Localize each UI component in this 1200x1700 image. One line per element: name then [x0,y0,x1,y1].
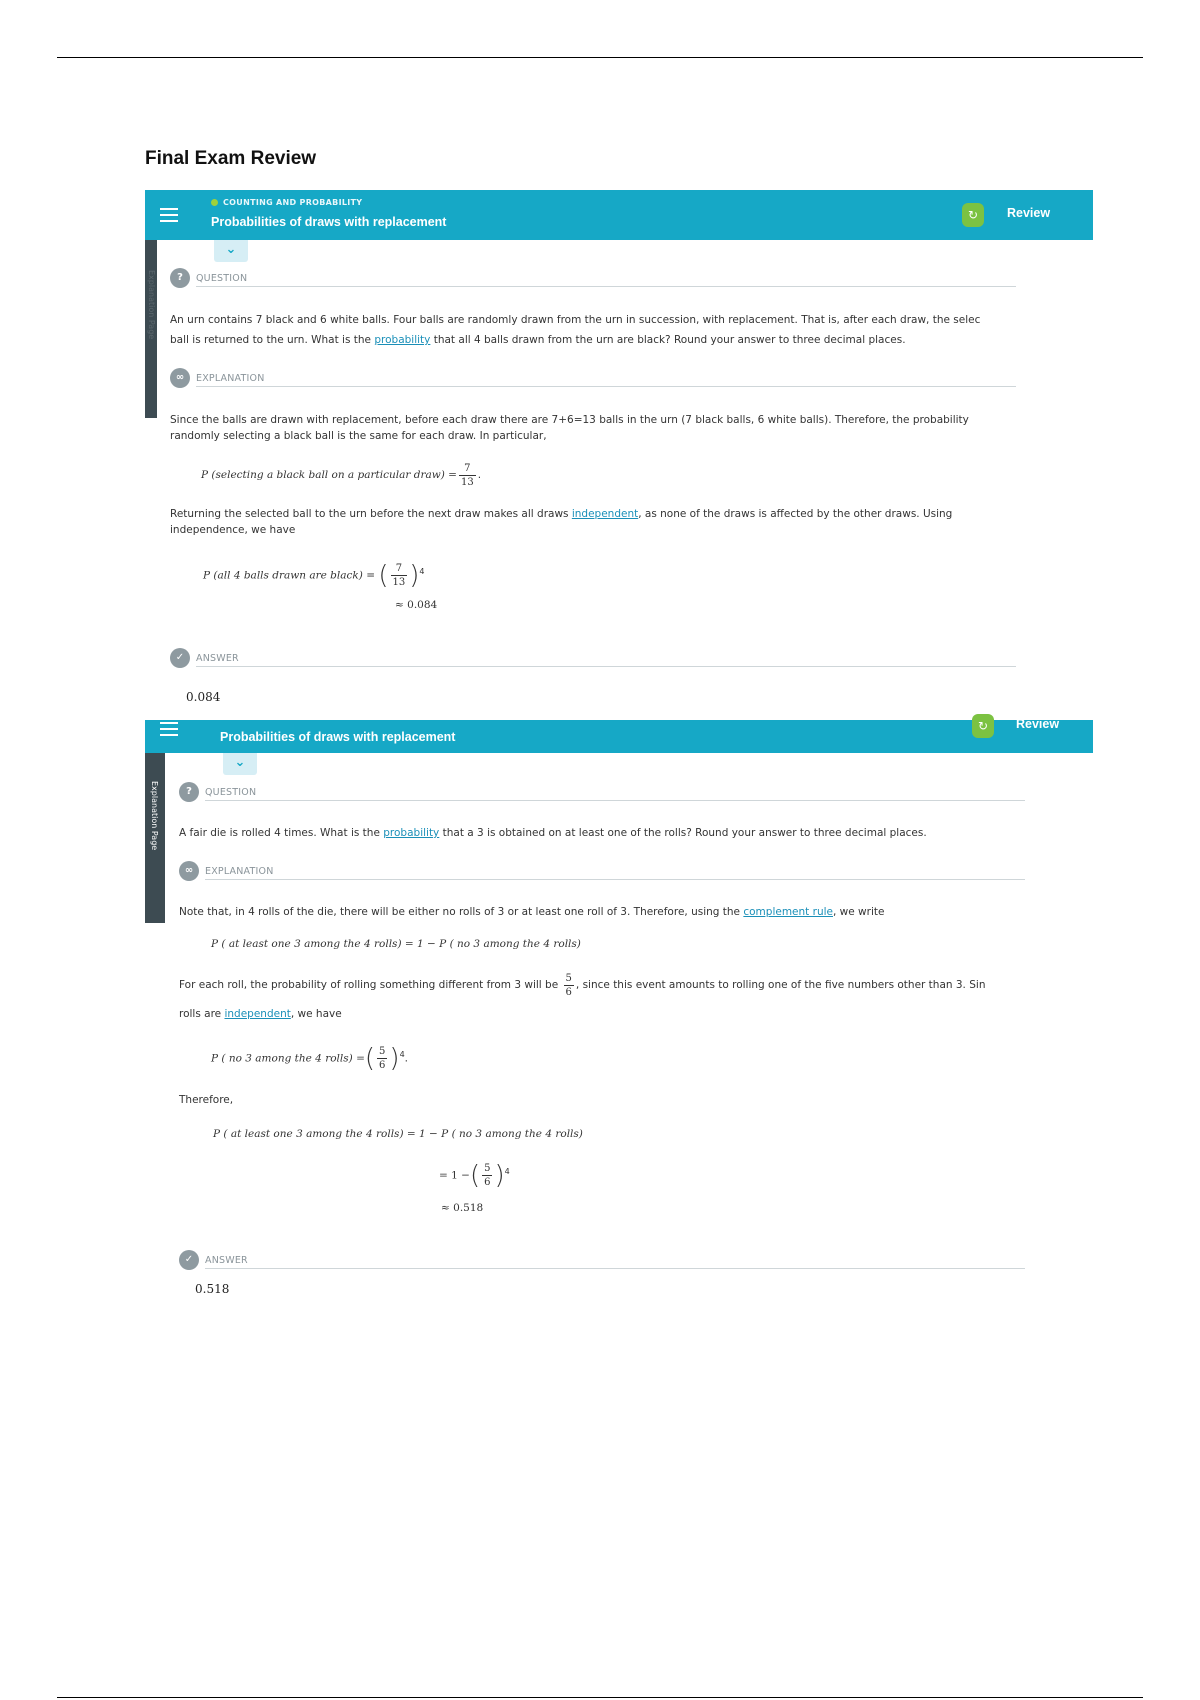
top-rule [57,57,1143,58]
explanation-section-header: ∞ EXPLANATION [170,368,1070,388]
equation-3-line1: P ( at least one 3 among the 4 rolls) = 1 − P ( no 3 among the 4 rolls) [213,1128,583,1140]
answer-value: 0.518 [195,1282,230,1296]
explanation-icon: ∞ [179,861,199,881]
explanation-p2-line2: rolls are independent, we have [179,1008,342,1020]
question-section-header: ? QUESTION [179,782,1079,802]
answer-section-header: ✓ ANSWER [170,648,1070,668]
answer-section-header: ✓ ANSWER [179,1250,1079,1270]
chevron-down-icon[interactable]: ⌄ [214,240,248,262]
equation-2-approx: ≈ 0.084 [395,599,438,611]
topic-header [145,190,1093,240]
answer-value: 0.084 [186,690,221,704]
refresh-icon[interactable]: ↻ [972,714,994,738]
topic-title: Probabilities of draws with replacement [220,730,456,744]
question-line: A fair die is rolled 4 times. What is the probability that a 3 is obtained on at least one of the rolls? Round your answer to three decimal places. [179,827,927,839]
equation-1: P ( at least one 3 among the 4 rolls) = 1 − P ( no 3 among the 4 rolls) [211,938,581,950]
menu-icon[interactable] [160,208,178,222]
question-line-1: An urn contains 7 black and 6 white balls. Four balls are randomly drawn from the urn in succession, with replacement. That is, after each draw, the selec [170,314,981,326]
explanation-sidebar-tab[interactable] [145,753,165,923]
sidebar-label: Explanation Page [147,270,156,340]
document-title: Final Exam Review [145,148,317,169]
explanation-p2-line2: independence, we have [170,524,296,536]
explanation-section-header: ∞ EXPLANATION [179,861,1079,881]
explanation-p1: Note that, in 4 rolls of the die, there will be either no rolls of 3 or at least one roll of 3. Therefore, using the complement rule, we write [179,906,885,918]
independent-link[interactable]: independent [224,1008,291,1020]
review-button[interactable]: Review [1016,717,1060,731]
independent-link[interactable]: independent [571,508,639,520]
category-breadcrumb: COUNTING AND PROBABILITY [211,198,362,207]
explanation-p1-line2: randomly selecting a black ball is the same for each draw. In particular, [170,430,547,442]
sidebar-label: Explanation Page [150,781,159,851]
problem-panel-1 [145,190,1093,710]
explanation-icon: ∞ [170,368,190,388]
question-line-2: ball is returned to the urn. What is the probability that all 4 balls drawn from the urn are black? Round your answer to three decimal places. [170,334,906,346]
refresh-icon[interactable]: ↻ [962,203,984,227]
equation-2: P ( no 3 among the 4 rolls) =( $\frac{5}{6}$ )$^4$. [211,1043,408,1074]
review-button[interactable]: Review [1007,206,1051,220]
question-icon: ? [179,782,199,802]
problem-panel-2 [145,717,1093,1300]
complement-rule-link[interactable]: complement rule [743,906,833,918]
status-dot-icon [211,199,218,206]
question-section-header: ? QUESTION [170,268,1070,288]
answer-icon: ✓ [170,648,190,668]
therefore-text: Therefore, [179,1094,234,1106]
menu-icon[interactable] [160,722,178,736]
question-icon: ? [170,268,190,288]
answer-icon: ✓ [179,1250,199,1270]
equation-2: P (all 4 balls drawn are black) = ( $\frac{7}{13}$ )$^4$ [203,560,425,591]
probability-link[interactable]: probability [383,827,440,839]
equation-3-approx: ≈ 0.518 [441,1202,484,1214]
explanation-sidebar-tab[interactable] [145,240,157,418]
bottom-rule [57,1697,1143,1698]
probability-link[interactable]: probability [374,334,431,346]
explanation-p2-line1: For each roll, the probability of rolling something different from 3 will be $\frac{5}{6}$ , since this event amounts to rolling one of the five numbers other than 3. Sin [179,972,986,998]
equation-1: P (selecting a black ball on a particular draw) = $\frac{7}{13}$ . [201,462,482,488]
chevron-down-icon[interactable]: ⌄ [223,753,257,775]
topic-title: Probabilities of draws with replacement [211,215,447,229]
topic-header [145,717,1093,753]
explanation-p2-line1: Returning the selected ball to the urn before the next draw makes all draws independent, as none of the draws is affected by the other draws. Using [170,508,953,520]
explanation-p1-line1: Since the balls are drawn with replacement, before each draw there are 7+6=13 balls in the urn (7 black balls, 6 white balls). Therefore, the probability [170,414,969,426]
equation-3-line2: = 1 −( $\frac{5}{6}$ )$^4$ [439,1160,510,1191]
